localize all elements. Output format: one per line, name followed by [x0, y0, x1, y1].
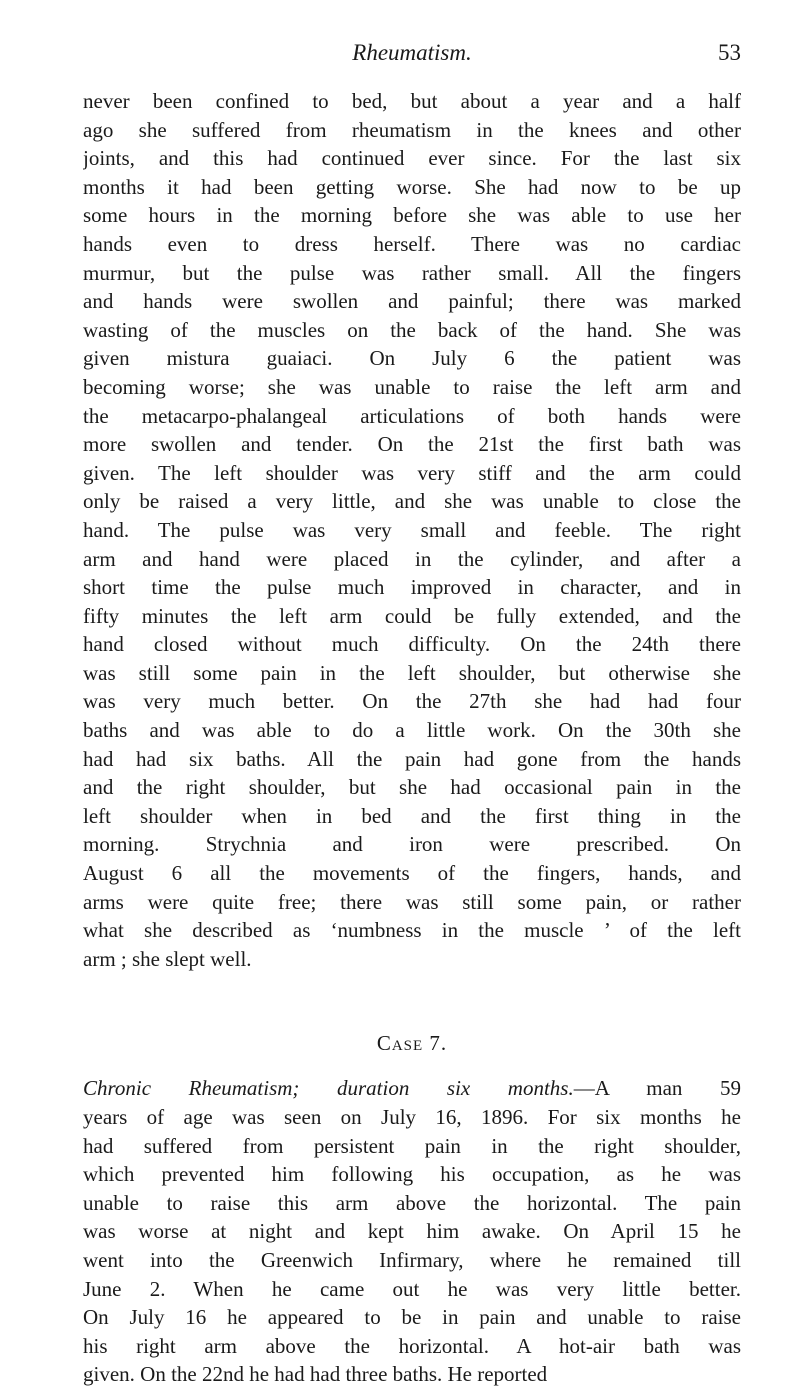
text-line: hands even to dress herself. There was no cardiac [83, 231, 741, 256]
text-line: baths and was able to do a little work. On the 30th she [83, 718, 741, 743]
text-line: only be raised a very little, and she was unable to close the [83, 489, 741, 514]
text-line: ago she suffered from rheumatism in the knees and other [83, 117, 741, 142]
text-line: joints, and this had continued ever since. For the last six [83, 146, 741, 171]
text-line: was worse at night and kept him awake. On April 15 he [83, 1219, 741, 1244]
text-line [83, 1074, 741, 1103]
text-line: fifty minutes the left arm could be fully extended, and the [83, 603, 741, 628]
text-line: arm and hand were placed in the cylinder, and after a [83, 546, 741, 571]
paragraph-continued [83, 87, 741, 973]
text-line: years of age was seen on July 16, 1896. For six months he [83, 1105, 741, 1129]
text-line: had had six baths. All the pain had gone from the hands [83, 746, 741, 771]
text-line: arm ; she slept well. [83, 946, 252, 971]
body-text [83, 87, 741, 1389]
case-title-continuation: —A man 59 [573, 1076, 741, 1101]
text-line: his right arm above the horizontal. A hot-air bath was [83, 1333, 741, 1358]
text-line: which prevented him following his occupation, as he was [83, 1162, 741, 1187]
text-line: August 6 all the movements of the fingers, hands, and [83, 861, 741, 886]
text-line: June 2. When he came out he was very little better. [83, 1276, 741, 1301]
text-line: what she described as ‘numbness in the muscle ’ of the left [83, 918, 741, 943]
case-title: Chronic Rheumatism; duration six months. [83, 1076, 574, 1101]
text-line: the metacarpo-phalangeal articulations of both hands were [83, 403, 741, 428]
page-number: 53 [718, 40, 741, 65]
text-line: given. The left shoulder was very stiff and the arm could [83, 460, 741, 485]
text-line: never been confined to bed, but about a year and a half [83, 89, 741, 113]
text-line: wasting of the muscles on the back of the hand. She was [83, 317, 741, 342]
text-line: hand closed without much difficulty. On the 24th there [83, 632, 741, 657]
book-page [83, 40, 741, 1389]
text-line: left shoulder when in bed and the first thing in the [83, 803, 741, 828]
text-line: was very much better. On the 27th she had had four [83, 689, 741, 714]
text-line: was still some pain in the left shoulder, but otherwise she [83, 660, 741, 685]
text-line: unable to raise this arm above the horizontal. The pain [83, 1190, 741, 1215]
text-line: more swollen and tender. On the 21st the first bath was [83, 432, 741, 457]
text-line: some hours in the morning before she was able to use her [83, 203, 741, 228]
text-line: months it had been getting worse. She had now to be up [83, 174, 741, 199]
text-line: and hands were swollen and painful; there was marked [83, 289, 741, 314]
text-line: arms were quite free; there was still some pain, or rather [83, 889, 741, 914]
text-line: given mistura guaiaci. On July 6 the patient was [83, 346, 741, 371]
text-line: had suffered from persistent pain in the right shoulder, [83, 1133, 741, 1158]
text-line: short time the pulse much improved in character, and in [83, 575, 741, 600]
text-line: given. On the 22nd he had had three baths. He reported [83, 1362, 548, 1387]
text-line: morning. Strychnia and iron were prescribed. On [83, 832, 741, 857]
text-line: murmur, but the pulse was rather small. All the fingers [83, 260, 741, 285]
text-line: On July 16 he appeared to be in pain and unable to raise [83, 1305, 741, 1330]
text-line: becoming worse; she was unable to raise the left arm and [83, 374, 741, 399]
running-head [83, 40, 741, 74]
text-line: went into the Greenwich Infirmary, where he remained till [83, 1247, 741, 1272]
paragraph-case-7 [83, 1074, 741, 1389]
section-heading: Case 7. [376, 1031, 448, 1056]
running-title: Rheumatism. [352, 40, 472, 65]
text-line: hand. The pulse was very small and feeble. The right [83, 517, 741, 542]
text-line: and the right shoulder, but she had occasional pain in the [83, 775, 741, 800]
